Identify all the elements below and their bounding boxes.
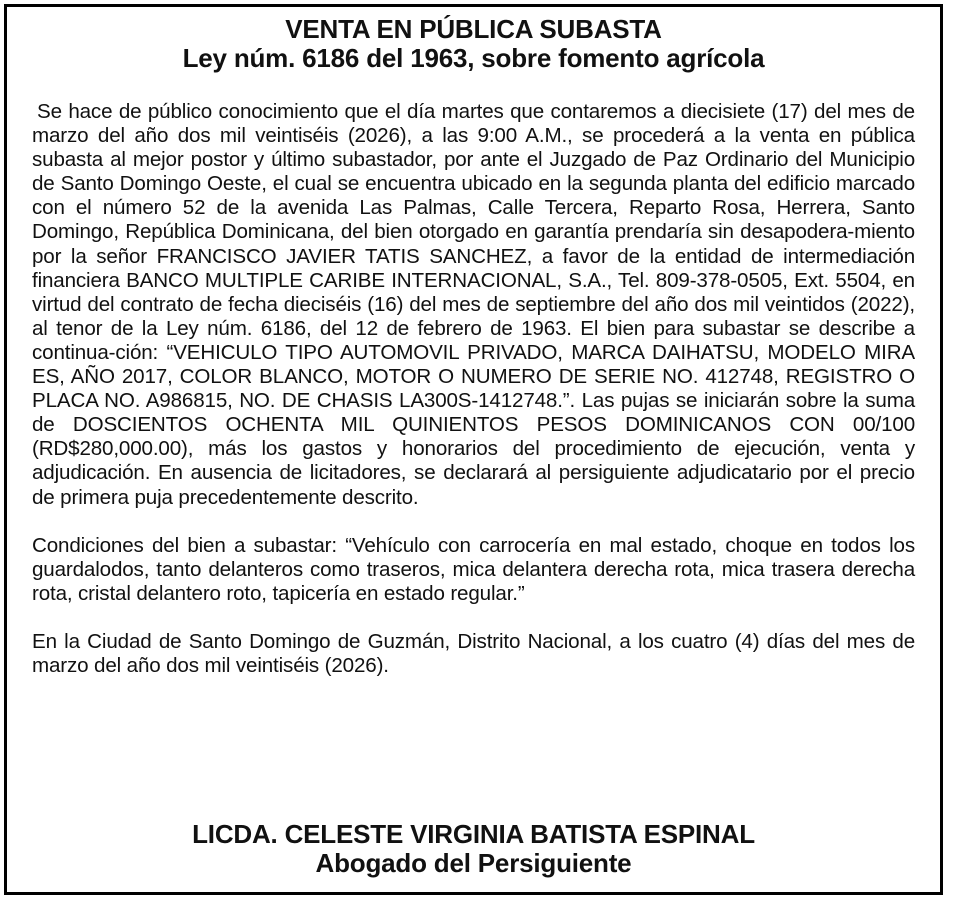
conditions-paragraph: Condiciones del bien a subastar: “Vehículo con carrocería en mal estado, choque en todos los guardalodos, tanto delanteros como traseros, mica delantera derecha rota, mica trasera derecha rota, cristal delantero roto, tapicería en estado regular.” bbox=[32, 533, 915, 605]
auction-paragraph: Se hace de público conocimiento que el día martes que contaremos a diecisiete (17) del mes de marzo del año dos mil veintiséis (2026), a las 9:00 A.M., se procederá a la venta en pública subasta al mejor postor y último subastador, por ante el Juzgado de Paz Ordinario del Municipio de Santo Domingo Oeste, el cual se encuentra ubicado en la segunda planta del edificio marcado con el número 52 de la avenida Las Palmas, Calle Tercera, Reparto Rosa, Herrera, Santo Domingo, República Dominicana, del bien otorgado en garantía prendaría sin desapodera-miento por la señor FRANCISCO JAVIER TATIS SANCHEZ, a favor de la entidad de intermediación financiera BANCO MULTIPLE CARIBE INTERNACIONAL, S.A., Tel. 809-378-0505, Ext. 5504, en virtud del contrato de fecha dieciséis (16) del mes de septiembre del año dos mil veintidos (2022), al tenor de la Ley núm. 6186, del 12 de febrero de 1963. El bien para subastar se describe a continua-ción: “VEHICULO TIPO AUTOMOVIL PRIVADO, MARCA DAIHATSU, MODELO MIRA ES, AÑO 2017, COLOR BLANCO, MOTOR O NUMERO DE SERIE NO. 412748, REGISTRO O PLACA NO. A986815, NO. DE CHASIS LA300S-1412748.”. Las pujas se iniciarán sobre la suma de DOSCIENTOS OCHENTA MIL QUINIENTOS PESOS DOMINICANOS CON 00/100 (RD$280,000.00), más los gastos y honorarios del procedimiento de ejecución, venta y adjudicación. En ausencia de licitadores, se declarará al persiguiente adjudicatario por el precio de primera puja precedentemente descrito. bbox=[32, 100, 915, 509]
signatory-role: Abogado del Persiguiente bbox=[315, 848, 632, 878]
date-place-paragraph: En la Ciudad de Santo Domingo de Guzmán, Distrito Nacional, a los cuatro (4) días del mes de marzo del año dos mil veintiséis (2026). bbox=[32, 629, 915, 677]
signatory-name: LICDA. CELESTE VIRGINIA BATISTA ESPINAL bbox=[192, 819, 755, 849]
notice-subtitle: Ley núm. 6186 del 1963, sobre fomento agrícola bbox=[182, 43, 765, 73]
legal-notice bbox=[4, 4, 943, 895]
signature-block bbox=[7, 820, 940, 878]
notice-title: VENTA EN PÚBLICA SUBASTA bbox=[285, 14, 662, 44]
notice-body bbox=[32, 100, 915, 678]
